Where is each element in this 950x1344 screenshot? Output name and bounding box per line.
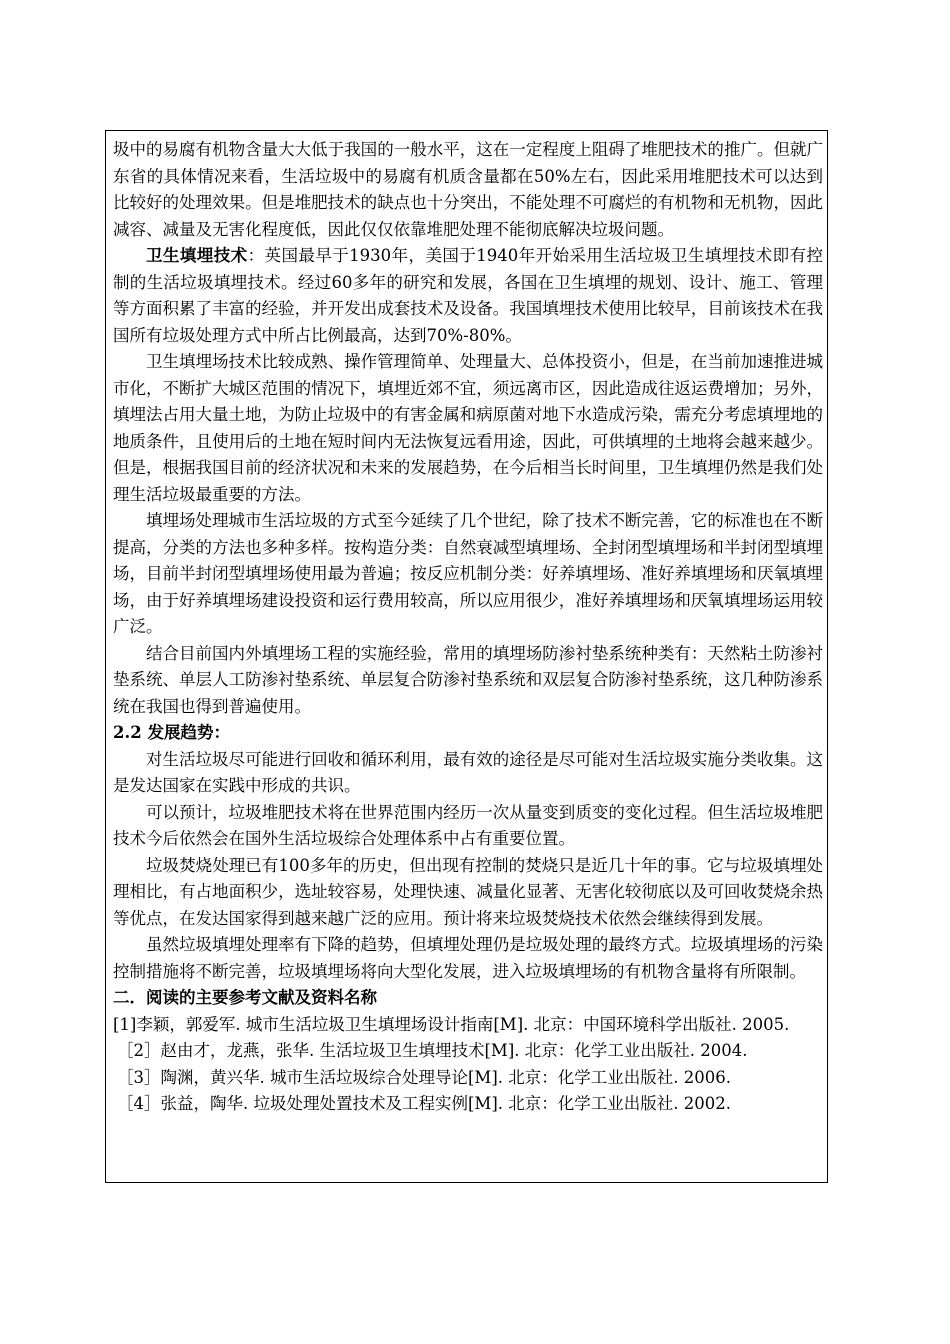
paragraph-incineration: 垃圾焚烧处理已有100多年的历史，但出现有控制的焚烧只是近几十年的事。它与垃圾填埋处理相比，有占地面积少，选址较容易，处理快速、减量化显著、无害化较彻底以及可回收焚烧余热等优点，在发达国家得到越来越广泛的应用。预计将来垃圾焚烧技术依然会继续得到发展。: [113, 855, 823, 928]
paragraph-recycling: 对生活垃圾尽可能进行回收和循环利用，最有效的途径是尽可能对生活垃圾实施分类收集。这是发达国家在实践中形成的共识。: [113, 749, 823, 795]
reference-item-2: ［2］赵由才，龙燕，张华. 生活垃圾卫生填埋技术[M]. 北京：化学工业出版社. 2004.: [117, 1041, 748, 1060]
section-heading-references: 二．阅读的主要参考文献及资料名称: [113, 988, 377, 1007]
section-heading-trends: 2.2 发展趋势：: [113, 723, 230, 742]
paragraph-compost-future: 可以预计，垃圾堆肥技术将在世界范围内经历一次从量变到质变的变化过程。但生活垃圾堆肥技术今后依然会在国外生活垃圾综合处理体系中占有重要位置。: [113, 802, 823, 848]
paragraph-landfill-future: 虽然垃圾填埋处理率有下降的趋势，但填埋处理仍是垃圾处理的最终方式。垃圾填埋场的污染控制措施将不断完善，垃圾填埋场将向大型化发展，进入垃圾填埋场的有机物含量将有所限制。: [113, 935, 823, 981]
paragraph-landfill-classification: 填埋场处理城市生活垃圾的方式至今延续了几个世纪，除了技术不断完善，它的标准也在不断提高，分类的方法也多种多样。按构造分类：自然衰减型填埋场、全封闭型填埋场和半封闭型填埋场，目前半封闭型填埋场使用最为普遍；按反应机制分类：好养填埋场、准好养填埋场和厌氧填埋场，由于好养填埋场建设投资和运行费用较高，所以应用很少，准好养填埋场和厌氧填埋场运用较广泛。: [113, 511, 823, 636]
paragraph-liner-systems: 结合目前国内外填埋场工程的实施经验，常用的填埋场防渗衬垫系统种类有：天然粘土防渗衬垫系统、单层人工防渗衬垫系统、单层复合防渗衬垫系统和双层复合防渗衬垫系统，这几种防渗系统在我国也得到普遍使用。: [113, 643, 823, 716]
reference-item-3: ［3］陶渊，黄兴华. 城市生活垃圾综合处理导论[M]. 北京：化学工业出版社. 2006.: [117, 1067, 731, 1087]
paragraph-text: ：英国最早于1930年，美国于1940年开始采用生活垃圾卫生填埋技术即有控制的生活垃圾填埋技术。经过60多年的研究和发展，各国在卫生填埋的规划、设计、施工、管理等方面积累了丰富的经验，并开发出成套技术及设备。我国填埋技术使用比较早，目前该技术在我国所有垃圾处理方式中所占比例最高，达到70%-80%。: [113, 246, 824, 345]
reference-item-4: ［4］张益，陶华. 垃圾处理处置技术及工程实例[M]. 北京：化学工业出版社. 2002.: [117, 1094, 731, 1113]
paragraph-lead-term: 卫生填埋技术: [146, 246, 248, 265]
paragraph-compost-limits: 圾中的易腐有机物含量大大低于我国的一般水平，这在一定程度上阻碍了堆肥技术的推广。但就广东省的具体情况来看，生活垃圾中的易腐有机质含量都在50%左右，因此采用堆肥技术可以达到比较好的处理效果。但是堆肥技术的缺点也十分突出，不能处理不可腐烂的有机物和无机物，因此减容、减量及无害化程度低，因此仅仅依靠堆肥处理不能彻底解决垃圾问题。: [113, 140, 823, 239]
paragraph-landfill-pros-cons: 卫生填埋场技术比较成熟、操作管理简单、处理量大、总体投资小，但是，在当前加速推进城市化，不断扩大城区范围的情况下，填埋近郊不宜，须远离市区，因此造成往返运费增加；另外，填埋法占用大量土地，为防止垃圾中的有害金属和病原菌对地下水造成污染，需充分考虑填埋地的地质条件，且使用后的土地在短时间内无法恢复远看用途，因此，可供填埋的土地将会越来越少。但是，根据我国目前的经济状况和未来的发展趋势，在今后相当长时间里，卫生填埋仍然是我们处理生活垃圾最重要的方法。: [113, 352, 823, 504]
reference-item-1: [1]李颖，郭爱军. 城市生活垃圾卫生填埋场设计指南[M]. 北京：中国环境科学出版社. 2005.: [113, 1014, 790, 1034]
paragraph-sanitary-landfill: [113, 243, 823, 349]
document-body: [113, 137, 823, 1118]
